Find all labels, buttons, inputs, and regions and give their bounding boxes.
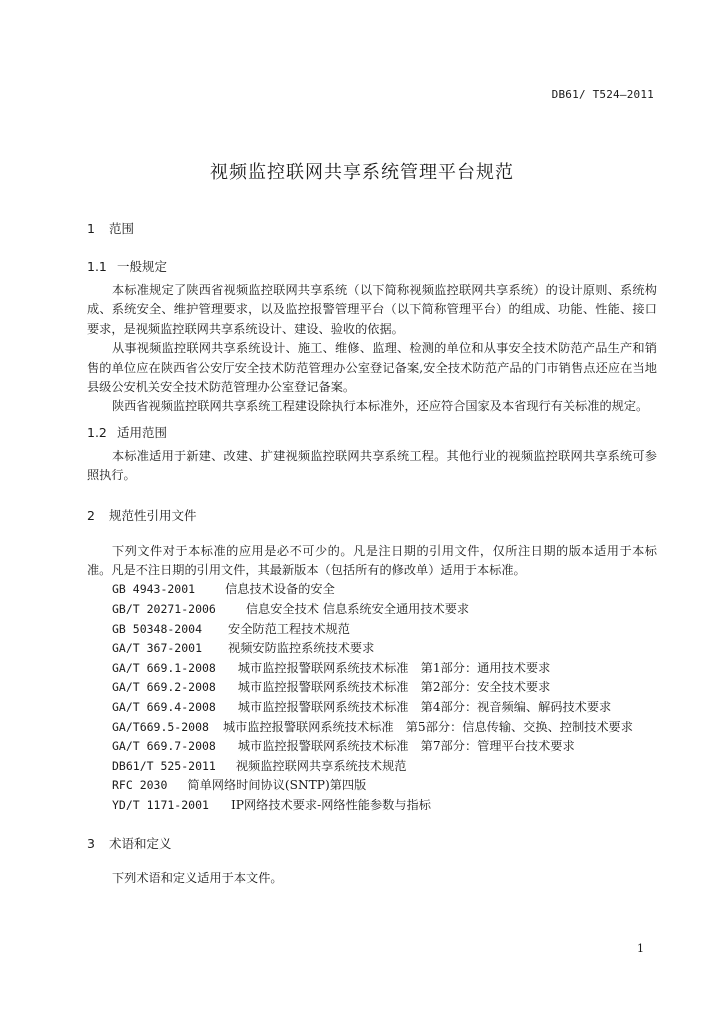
section-number: 1.2 — [87, 424, 107, 440]
reference-item — [87, 796, 657, 816]
reference-code: GA/T 669.2-2008 — [112, 680, 216, 695]
reference-code: GA/T669.5-2008 — [112, 719, 209, 734]
reference-title: 城市监控报警联网系统技术标准 第5部分：信息传输、交换、控制技术要求 — [222, 719, 633, 734]
reference-item — [87, 620, 657, 640]
section-title: 术语和定义 — [109, 835, 172, 851]
document-code: DB61/ T524—2011 — [551, 88, 654, 101]
reference-code: GA/T 367-2001 — [112, 641, 203, 656]
section-title: 一般规定 — [117, 259, 168, 274]
paragraph: 本标准规定了陕西省视频监控联网共享系统（以下简称视频监控联网共享系统）的设计原则、系统构成、系统安全、维护管理要求，以及监控报警管理平台（以下简称管理平台）的组成、功能、性能、接口要求，是视频监控联网共享系统设计、建设、验收的依据。 — [87, 283, 657, 336]
reference-list — [87, 580, 657, 815]
reference-title: 城市监控报警联网系统技术标准 第1部分：通用技术要求 — [237, 660, 551, 675]
section-number: 3 — [87, 835, 95, 851]
section-title: 范围 — [109, 221, 135, 236]
reference-title: 简单网络时间协议(SNTP)第四版 — [187, 778, 367, 793]
reference-title: 城市监控报警联网系统技术标准 第2部分：安全技术要求 — [237, 680, 551, 695]
document-body — [87, 220, 657, 888]
reference-code: GB 50348-2004 — [112, 621, 203, 636]
paragraph: 本标准适用于新建、改建、扩建视频监控联网共享系统工程。其他行业的视频监控联网共享系统可参照执行。 — [87, 448, 657, 483]
section-number: 2 — [87, 507, 95, 523]
section-number: 1 — [87, 221, 95, 236]
paragraph: 从事视频监控联网共享系统设计、施工、维修、监理、检测的单位和从事安全技术防范产品生产和销售的单位应在陕西省公安厅安全技术防范管理办公室登记备案,安全技术防范产品的门市销售点还应在当地县级公安机关安全技术防范管理办公室登记备案。 — [87, 341, 657, 395]
reference-item — [87, 718, 657, 738]
reference-item — [87, 580, 657, 600]
paragraph: 下列文件对于本标准的应用是必不可少的。凡是注日期的引用文件，仅所注日期的版本适用于本标准。凡是不注日期的引用文件，其最新版本（包括所有的修改单）适用于本标准。 — [87, 543, 657, 578]
reference-title: 信息安全技术 信息系统安全通用技术要求 — [245, 602, 470, 617]
reference-code: GB 4943-2001 — [112, 582, 196, 597]
document-title: 视频监控联网共享系统管理平台规范 — [210, 162, 514, 183]
section-1-1-heading — [87, 258, 657, 276]
reference-code: GA/T 669.7-2008 — [112, 739, 216, 754]
paragraph: 下列术语和定义适用于本文件。 — [112, 870, 283, 885]
reference-code: GB/T 20271-2006 — [112, 602, 216, 617]
reference-item — [87, 600, 657, 620]
section-3-heading — [87, 835, 657, 853]
reference-title: 视频安防监控系统技术要求 — [228, 641, 375, 656]
reference-title: 视频监控联网共享系统技术规范 — [235, 758, 407, 773]
reference-item — [87, 678, 657, 698]
section-1-heading — [87, 220, 657, 238]
reference-item — [87, 639, 657, 659]
reference-item — [87, 776, 657, 796]
reference-title: IP网络技术要求-网络性能参数与指标 — [230, 798, 431, 812]
page-number: 1 — [637, 942, 644, 955]
reference-title: 城市监控报警联网系统技术标准 第4部分：视音频编、解码技术要求 — [237, 700, 612, 715]
reference-title: 信息技术设备的安全 — [225, 582, 335, 597]
reference-code: YD/T 1171-2001 — [112, 798, 209, 812]
reference-code: GA/T 669.1-2008 — [112, 660, 216, 675]
reference-item — [87, 659, 657, 679]
reference-code: RFC 2030 — [112, 778, 168, 793]
reference-title: 安全防范工程技术规范 — [228, 621, 350, 636]
section-title: 适用范围 — [117, 424, 168, 440]
section-title: 规范性引用文件 — [109, 507, 197, 523]
reference-item — [87, 698, 657, 718]
reference-code: GA/T 669.4-2008 — [112, 700, 216, 715]
section-1-2-heading — [87, 424, 657, 442]
reference-code: DB61/T 525-2011 — [112, 758, 216, 773]
section-2-heading — [87, 507, 657, 525]
reference-item — [87, 757, 657, 777]
section-number: 1.1 — [87, 259, 107, 274]
reference-title: 城市监控报警联网系统技术标准 第7部分：管理平台技术要求 — [237, 739, 575, 754]
paragraph: 陕西省视频监控联网共享系统工程建设除执行本标准外，还应符合国家及本省现行有关标准的规定。 — [112, 399, 649, 414]
reference-item — [87, 737, 657, 757]
